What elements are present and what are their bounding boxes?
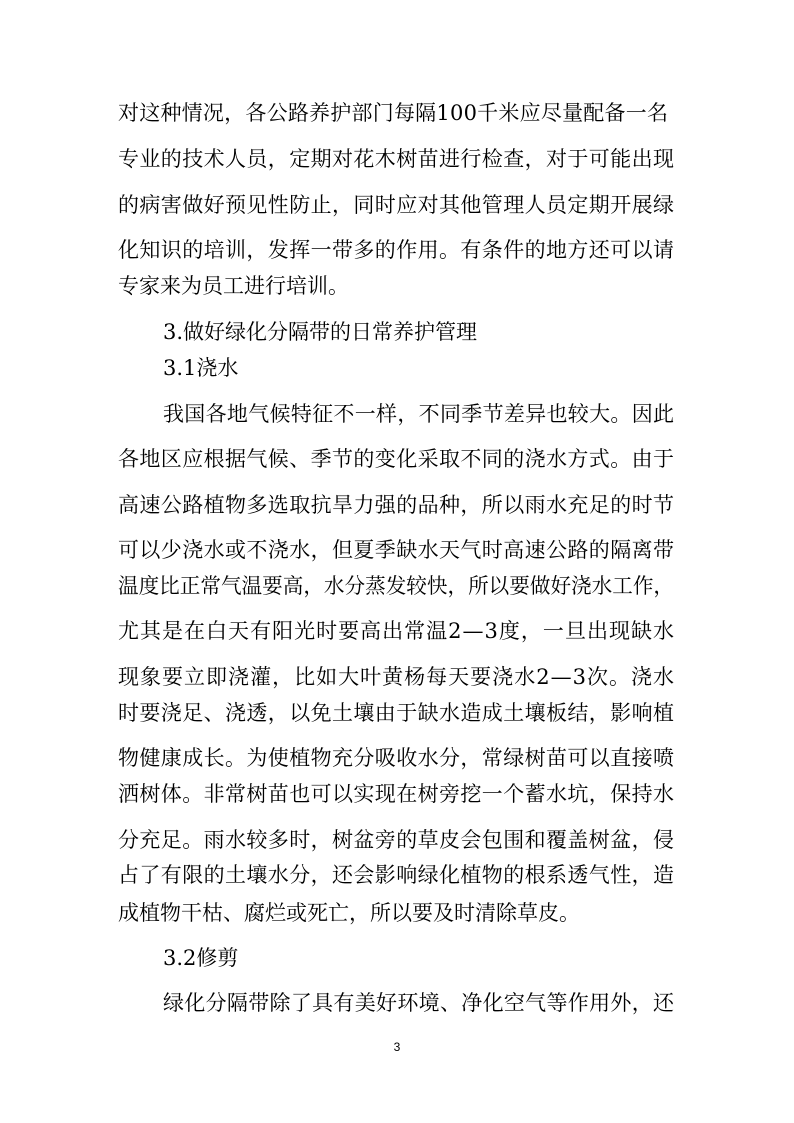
text-line-content: 洒树体。非常树苗也可以实现在树旁挖一个蓄水坑，保持水 — [118, 782, 675, 806]
text-line-content: 3.2修剪 — [163, 946, 239, 970]
text-line — [0, 985, 794, 1021]
text-line-content: 高速公路植物多选取抗旱力强的品种，所以雨水充足的时节 — [118, 493, 675, 517]
page-number: 3 — [393, 1040, 401, 1054]
text-line — [0, 940, 794, 976]
text-line — [0, 187, 794, 223]
text-line-content: 温度比正常气温要高，水分蒸发较快，所以要做好浇水工作， — [118, 574, 674, 598]
text-line-content: 分充足。雨水较多时，树盆旁的草皮会包围和覆盖树盆，侵 — [118, 828, 675, 852]
text-line — [0, 487, 794, 523]
text-line — [0, 740, 794, 776]
text-line — [0, 441, 794, 477]
text-line-content: 绿化分隔带除了具有美好环境、净化空气等作用外，还 — [163, 991, 675, 1015]
text-line-content: 专业的技术人员，定期对花木树苗进行检查，对于可能出现 — [118, 147, 675, 171]
text-line — [0, 568, 794, 604]
text-line — [0, 895, 794, 931]
text-line-content: 现象要立即浇灌，比如大叶黄杨每天要浇水2—3次。浇水 — [118, 665, 675, 689]
text-line-content: 占了有限的土壤水分，还会影响绿化植物的根系透气性，造 — [118, 863, 675, 887]
text-line — [0, 822, 794, 858]
text-line-content: 尤其是在白天有阳光时要高出常温2—3度，一旦出现缺水 — [118, 619, 675, 643]
text-line — [0, 141, 794, 177]
text-line-content: 3.做好绿化分隔带的日常养护管理 — [163, 320, 478, 344]
text-line — [0, 695, 794, 731]
text-line-content: 3.1浇水 — [163, 356, 239, 380]
text-line-content: 各地区应根据气候、季节的变化采取不同的浇水方式。由于 — [118, 447, 675, 471]
text-line-content: 的病害做好预见性防止，同时应对其他管理人员定期开展绿 — [118, 193, 675, 217]
text-line — [0, 268, 794, 304]
text-line — [0, 532, 794, 568]
text-line-content: 时要浇足、浇透，以免土壤由于缺水造成土壤板结，影响植 — [118, 701, 675, 725]
text-line-content: 物健康成长。为使植物充分吸收水分，常绿树苗可以直接喷 — [118, 746, 675, 770]
text-line — [0, 857, 794, 893]
text-line-content: 成植物干枯、腐烂或死亡，所以要及时清除草皮。 — [118, 901, 580, 925]
text-line-content: 我国各地气候特征不一样，不同季节差异也较大。因此 — [163, 402, 675, 426]
text-line — [0, 776, 794, 812]
text-line — [0, 232, 794, 268]
text-line — [0, 95, 794, 131]
text-line — [0, 659, 794, 695]
text-line-content: 可以少浇水或不浇水，但夏季缺水天气时高速公路的隔离带 — [118, 538, 675, 562]
text-line-content: 化知识的培训，发挥一带多的作用。有条件的地方还可以请 — [118, 238, 675, 262]
text-line — [0, 350, 794, 386]
text-line — [0, 314, 794, 350]
text-line — [0, 396, 794, 432]
text-line — [0, 613, 794, 649]
text-line-content: 专家来为员工进行培训。 — [118, 274, 349, 298]
text-line-content: 对这种情况，各公路养护部门每隔100千米应尽量配备一名 — [118, 101, 669, 125]
